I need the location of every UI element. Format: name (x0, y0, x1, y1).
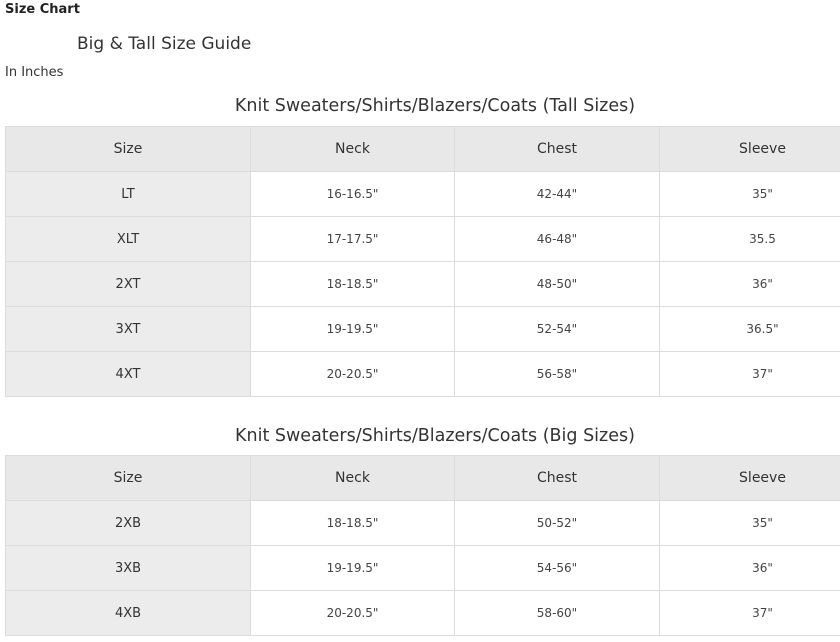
sleeve-cell: 35.5 (660, 217, 840, 262)
sleeve-cell: 36" (660, 262, 840, 307)
tall-size-table (5, 126, 840, 397)
size-cell: LT (6, 172, 251, 217)
neck-cell: 20-20.5" (251, 352, 455, 397)
size-cell: 4XT (6, 352, 251, 397)
size-cell: 2XT (6, 262, 251, 307)
table-row (6, 217, 840, 262)
neck-cell: 19-19.5" (251, 307, 455, 352)
neck-cell: 18-18.5" (251, 501, 455, 546)
chest-cell: 48-50" (455, 262, 660, 307)
page-title: Size Chart (5, 2, 80, 17)
guide-title: Big & Tall Size Guide (77, 34, 252, 54)
size-cell: 3XB (6, 546, 251, 591)
column-header-neck: Neck (251, 456, 455, 501)
size-cell: 2XB (6, 501, 251, 546)
units-label: In Inches (5, 65, 64, 80)
table-row (6, 262, 840, 307)
big-sizes-title: Knit Sweaters/Shirts/Blazers/Coats (Big Sizes) (235, 426, 635, 446)
sleeve-cell: 36" (660, 546, 840, 591)
chest-cell: 46-48" (455, 217, 660, 262)
table-row (6, 546, 840, 591)
big-size-table (5, 455, 840, 636)
chest-cell: 58-60" (455, 591, 660, 636)
table-header-row (6, 456, 840, 501)
sleeve-cell: 35" (660, 172, 840, 217)
table-row (6, 307, 840, 352)
column-header-neck: Neck (251, 127, 455, 172)
neck-cell: 20-20.5" (251, 591, 455, 636)
column-header-sleeve: Sleeve (660, 127, 840, 172)
size-cell: 3XT (6, 307, 251, 352)
sleeve-cell: 36.5" (660, 307, 840, 352)
table-row (6, 172, 840, 217)
table-row (6, 352, 840, 397)
neck-cell: 17-17.5" (251, 217, 455, 262)
column-header-chest: Chest (455, 456, 660, 501)
chest-cell: 52-54" (455, 307, 660, 352)
chest-cell: 54-56" (455, 546, 660, 591)
table-row (6, 591, 840, 636)
sleeve-cell: 37" (660, 352, 840, 397)
table-row (6, 501, 840, 546)
tall-sizes-title: Knit Sweaters/Shirts/Blazers/Coats (Tall Sizes) (234, 96, 636, 116)
sleeve-cell: 37" (660, 591, 840, 636)
chest-cell: 56-58" (455, 352, 660, 397)
neck-cell: 19-19.5" (251, 546, 455, 591)
table-header-row (6, 127, 840, 172)
chest-cell: 50-52" (455, 501, 660, 546)
neck-cell: 18-18.5" (251, 262, 455, 307)
neck-cell: 16-16.5" (251, 172, 455, 217)
chest-cell: 42-44" (455, 172, 660, 217)
column-header-chest: Chest (455, 127, 660, 172)
size-cell: XLT (6, 217, 251, 262)
column-header-size: Size (6, 456, 251, 501)
column-header-sleeve: Sleeve (660, 456, 840, 501)
size-cell: 4XB (6, 591, 251, 636)
column-header-size: Size (6, 127, 251, 172)
sleeve-cell: 35" (660, 501, 840, 546)
